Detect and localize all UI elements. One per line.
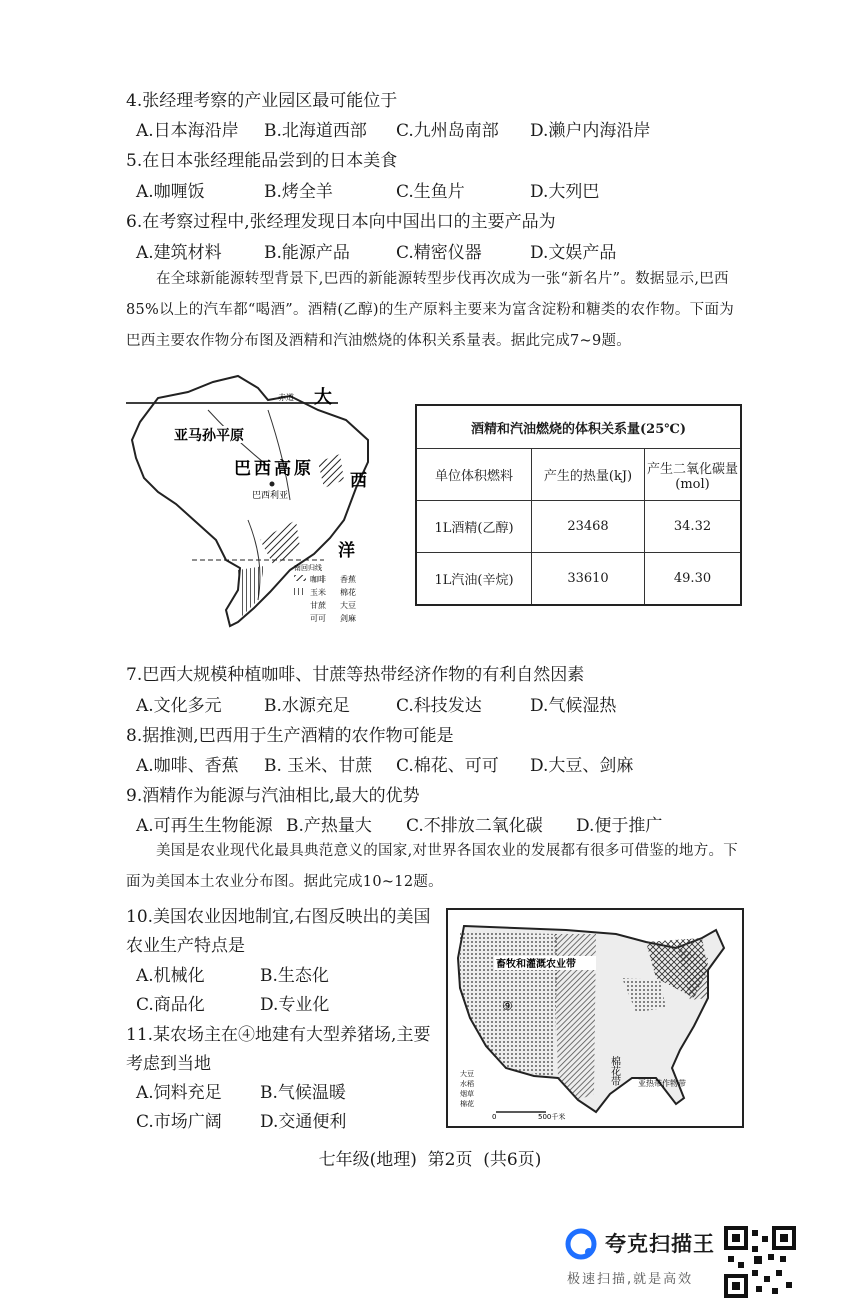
q9-option-b: B.产热量大 [286, 816, 372, 836]
q4-option-c: C.九州岛南部 [396, 121, 499, 141]
question-11-options-row2 [136, 1107, 346, 1132]
q7-option-d: D.气候湿热 [530, 696, 617, 716]
legend-tobacco: 烟草 [460, 1090, 474, 1098]
usa-agriculture-map [446, 908, 744, 1128]
question-9-options [136, 811, 662, 836]
qr-code-icon [724, 1226, 796, 1298]
plateau-label: 巴西高原 [234, 459, 314, 479]
scale-label: 500千米 [538, 1113, 566, 1121]
legend-sugarcane: 甘蔗 [310, 601, 326, 610]
q10-option-a: A.机械化 [136, 966, 205, 986]
table-cell: 49.30 [645, 553, 742, 605]
q9-option-d: D.便于推广 [576, 816, 663, 836]
q8-option-b: B. 玉米、甘蔗 [264, 756, 373, 776]
question-10-options-row1 [136, 961, 329, 986]
table-header-heat: 产生的热量(kJ) [532, 449, 645, 501]
q7-option-b: B.水源充足 [264, 696, 350, 716]
question-11-stem-line1: 11.某农场主在④地建有大型养猪场,主要 [126, 1025, 431, 1045]
subtropic-belt-label: 亚热带作物带 [638, 1079, 686, 1088]
legend-soybean: 大豆 [460, 1070, 474, 1078]
q11-option-b: B.气候温暖 [260, 1083, 346, 1103]
question-7-stem: 7.巴西大规模种植咖啡、甘蔗等热带经济作物的有利自然因素 [126, 665, 585, 685]
question-6-stem: 6.在考察过程中,张经理发现日本向中国出口的主要产品为 [126, 212, 556, 232]
q8-option-a: A.咖啡、香蕉 [136, 756, 239, 776]
brazil-legend [294, 574, 356, 623]
question-4-options [136, 116, 650, 141]
table-cell: 33610 [532, 553, 645, 605]
question-8-options [136, 751, 633, 776]
ocean-label-3: 洋 [338, 541, 355, 561]
question-7-options [136, 691, 616, 716]
q6-option-a: A.建筑材料 [136, 243, 222, 263]
q8-option-d: D.大豆、剑麻 [530, 756, 634, 776]
q5-option-c: C.生鱼片 [396, 182, 465, 202]
q9-option-c: C.不排放二氧化碳 [406, 816, 543, 836]
legend-banana: 香蕉 [340, 575, 356, 584]
ocean-label-2: 西 [350, 471, 367, 491]
q11-option-c: C.市场广阔 [136, 1112, 222, 1132]
legend-corn: 玉米 [310, 588, 326, 597]
q6-option-c: C.精密仪器 [396, 243, 482, 263]
q7-option-c: C.科技发达 [396, 696, 482, 716]
legend-cocoa: 可可 [310, 614, 326, 623]
q8-option-c: C.棉花、可可 [396, 756, 499, 776]
q6-option-b: B.能源产品 [264, 243, 350, 263]
question-8-stem: 8.据推测,巴西用于生产酒精的农作物可能是 [126, 726, 454, 746]
brazil-crop-map [118, 370, 390, 635]
brazil-passage: 在全球新能源转型背景下,巴西的新能源转型步伐再次成为一张“新名片”。数据显示,巴西85%以上的汽车都“喝酒”。酒精(乙醇)的生产原料主要来为富含淀粉和糖类的农作物。下面为巴西主要农作物分布图及酒精和汽油燃烧的体积关系量表。据此完成7~9题。 [126, 271, 735, 349]
q4-option-d: D.濑户内海沿岸 [530, 121, 651, 141]
question-11-options-row1 [136, 1078, 346, 1103]
q4-option-a: A.日本海沿岸 [136, 121, 239, 141]
question-10-options-row2 [136, 990, 329, 1015]
q10-option-c: C.商品化 [136, 995, 205, 1015]
legend-rice: 水稻 [460, 1080, 474, 1088]
question-11-stem-line2: 考虑到当地 [126, 1054, 211, 1074]
question-10-stem-line1: 10.美国农业因地制宜,右图反映出的美国 [126, 907, 431, 927]
page-footer: 七年级(地理) 第2页 (共6页) [318, 1150, 542, 1170]
q9-option-a: A.可再生生物能源 [136, 816, 273, 836]
table-title: 酒精和汽油燃烧的体积关系量(25℃) [416, 405, 741, 449]
capital-label: 巴西利亚 [252, 491, 289, 501]
equator-label: 赤道 [278, 393, 294, 402]
table-cell: 1L酒精(乙醇) [416, 501, 532, 553]
q5-option-a: A.咖喱饭 [136, 182, 205, 202]
ocean-label-1: 大 [314, 387, 332, 408]
cotton-belt-label: 棉花带 [608, 1056, 620, 1086]
region-label: ⑨ [502, 999, 513, 1013]
q10-option-d: D.专业化 [260, 995, 330, 1015]
scanner-slogan: 极速扫描,就是高效 [567, 1272, 694, 1287]
legend-soybean: 大豆 [340, 601, 356, 610]
q10-option-b: B.生态化 [260, 966, 329, 986]
legend-cotton: 棉花 [340, 588, 356, 597]
question-10-stem-line2: 农业生产特点是 [126, 936, 245, 956]
usa-passage: 美国是农业现代化最具典范意义的国家,对世界各国农业的发展都有很多可借鉴的地方。下面为美国本土农业分布图。据此完成10~12题。 [126, 843, 739, 890]
fuel-combustion-table [415, 404, 742, 606]
legend-sisal: 剑麻 [340, 614, 356, 623]
question-4-stem: 4.张经理考察的产业园区最可能位于 [126, 91, 398, 111]
legend-cotton: 棉花 [460, 1100, 474, 1108]
scanner-brand-name: 夸克扫描王 [605, 1232, 715, 1256]
question-5-stem: 5.在日本张经理能品尝到的日本美食 [126, 151, 398, 171]
scanner-logo-icon [565, 1228, 597, 1260]
q11-option-d: D.交通便利 [260, 1112, 347, 1132]
q5-option-b: B.烤全羊 [264, 182, 333, 202]
tropic-label: 南回归线 [294, 564, 322, 572]
scale-zero: 0 [492, 1113, 497, 1121]
range-belt-label: 畜牧和灌溉农业带 [496, 959, 576, 970]
question-5-options [136, 177, 599, 202]
question-9-stem: 9.酒精作为能源与汽油相比,最大的优势 [126, 786, 420, 806]
amazon-label: 亚马孙平原 [174, 428, 244, 444]
q7-option-a: A.文化多元 [136, 696, 222, 716]
q4-option-b: B.北海道西部 [264, 121, 367, 141]
legend-coffee: 咖啡 [310, 575, 326, 584]
table-cell: 34.32 [645, 501, 742, 553]
table-cell: 1L汽油(辛烷) [416, 553, 532, 605]
table-header-co2: 产生二氧化碳量(mol) [645, 449, 742, 501]
question-6-options [136, 238, 616, 263]
table-cell: 23468 [532, 501, 645, 553]
q6-option-d: D.文娱产品 [530, 243, 617, 263]
q11-option-a: A.饲料充足 [136, 1083, 222, 1103]
q5-option-d: D.大列巴 [530, 182, 600, 202]
table-header-fuel: 单位体积燃料 [416, 449, 532, 501]
